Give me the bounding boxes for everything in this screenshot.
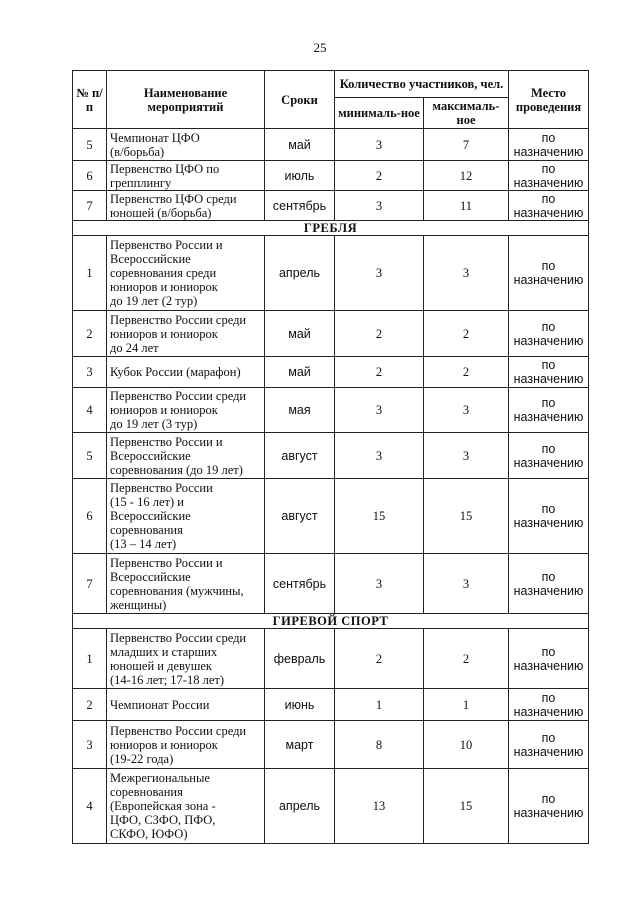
event-name: [107, 129, 265, 161]
header-count: Количество участников, чел.: [335, 71, 509, 98]
row-number: 2: [73, 311, 107, 357]
event-name-line: (Европейская зона -: [110, 799, 216, 813]
event-dates: август: [265, 433, 335, 479]
header-place: Место проведения: [509, 71, 589, 129]
event-name-line: Первенство России и: [110, 434, 223, 449]
event-place: по назначению: [509, 236, 589, 311]
table-row: [73, 629, 589, 689]
event-dates: май: [265, 129, 335, 161]
row-number: 7: [73, 554, 107, 614]
event-place: по назначению: [509, 721, 589, 769]
max-participants: 15: [424, 769, 509, 844]
event-dates: июнь: [265, 689, 335, 721]
event-name-line: юниоров и юниорок: [110, 326, 218, 341]
max-participants: 12: [424, 161, 509, 191]
event-name: [107, 388, 265, 433]
event-name-line: (в/борьба): [110, 144, 165, 159]
event-name-line: юниоров и юниорок: [110, 737, 218, 752]
row-number: 7: [73, 191, 107, 221]
event-name-line: Всероссийские: [110, 569, 191, 584]
max-participants: 3: [424, 236, 509, 311]
table-row: [73, 311, 589, 357]
row-number: 2: [73, 689, 107, 721]
event-name-line: Первенство России среди: [110, 312, 247, 327]
max-participants: 7: [424, 129, 509, 161]
event-name: [107, 161, 265, 191]
section-title: ГРЕБЛЯ: [73, 221, 589, 236]
event-name: [107, 721, 265, 769]
max-participants: 3: [424, 554, 509, 614]
max-participants: 10: [424, 721, 509, 769]
event-name-line: Первенство ЦФО по: [110, 161, 220, 176]
event-name: [107, 236, 265, 311]
row-number: 1: [73, 629, 107, 689]
event-name-line: юношей и девушек: [110, 658, 212, 673]
section-row: [73, 221, 589, 236]
event-place: по назначению: [509, 433, 589, 479]
event-dates: апрель: [265, 236, 335, 311]
event-name-line: Всероссийские: [110, 509, 191, 523]
event-name-line: Первенство России среди: [110, 389, 247, 403]
event-name-line: грепплингу: [110, 175, 172, 190]
min-participants: 3: [335, 236, 424, 311]
section-title: ГИРЕВОЙ СПОРТ: [73, 614, 589, 629]
table-row: [73, 161, 589, 191]
event-name: [107, 629, 265, 689]
event-name-line: соревнования (до 19 лет): [110, 462, 243, 477]
min-participants: 2: [335, 161, 424, 191]
event-place: по назначению: [509, 769, 589, 844]
event-name-line: Первенство России и: [110, 238, 223, 252]
event-name-line: (13 – 14 лет): [110, 537, 177, 551]
table-row: [73, 433, 589, 479]
event-place: по назначению: [509, 479, 589, 554]
max-participants: 3: [424, 388, 509, 433]
max-participants: 15: [424, 479, 509, 554]
event-place: по назначению: [509, 161, 589, 191]
event-dates: апрель: [265, 769, 335, 844]
row-number: 1: [73, 236, 107, 311]
max-participants: 1: [424, 689, 509, 721]
event-place: по назначению: [509, 311, 589, 357]
event-name-line: Первенство России: [110, 481, 213, 495]
event-place: по назначению: [509, 554, 589, 614]
event-dates: август: [265, 479, 335, 554]
min-participants: 3: [335, 554, 424, 614]
table-row: [73, 129, 589, 161]
event-place: по назначению: [509, 689, 589, 721]
row-number: 4: [73, 388, 107, 433]
max-participants: 3: [424, 433, 509, 479]
max-participants: 2: [424, 357, 509, 388]
row-number: 6: [73, 479, 107, 554]
event-name-line: юношей (в/борьба): [110, 205, 212, 220]
event-name-line: (14-16 лет; 17-18 лет): [110, 672, 224, 687]
header-min: минималь-ное: [335, 98, 424, 129]
event-name-line: соревнования: [110, 523, 183, 537]
table-body: [73, 129, 589, 844]
table-row: [73, 388, 589, 433]
event-dates: май: [265, 357, 335, 388]
event-name-line: Всероссийские: [110, 448, 191, 463]
event-name-line: до 19 лет (2 тур): [110, 294, 198, 308]
event-name: [107, 689, 265, 721]
event-place: по назначению: [509, 357, 589, 388]
event-name-line: до 19 лет (3 тур): [110, 417, 198, 431]
event-name-line: (19-22 года): [110, 751, 174, 766]
event-name: [107, 479, 265, 554]
event-dates: май: [265, 311, 335, 357]
event-name: [107, 554, 265, 614]
event-name-line: Первенство России среди: [110, 630, 247, 645]
event-name-line: Кубок России (марафон): [110, 365, 241, 379]
event-name-line: Межрегиональные: [110, 771, 210, 785]
event-dates: мая: [265, 388, 335, 433]
table-row: [73, 357, 589, 388]
event-name: [107, 311, 265, 357]
header-name: Наименование мероприятий: [107, 71, 265, 129]
table-row: [73, 191, 589, 221]
event-name-line: Первенство России среди: [110, 723, 247, 738]
row-number: 3: [73, 721, 107, 769]
table-row: [73, 689, 589, 721]
min-participants: 8: [335, 721, 424, 769]
max-participants: 11: [424, 191, 509, 221]
max-participants: 2: [424, 629, 509, 689]
table-row: [73, 479, 589, 554]
event-name-line: Первенство ЦФО среди: [110, 191, 237, 206]
event-name-line: женщины): [110, 597, 167, 612]
min-participants: 2: [335, 311, 424, 357]
header-max: максималь-ное: [424, 98, 509, 129]
event-name-line: Первенство России и: [110, 555, 223, 570]
event-name-line: до 24 лет: [110, 340, 159, 355]
min-participants: 15: [335, 479, 424, 554]
row-number: 3: [73, 357, 107, 388]
event-dates: март: [265, 721, 335, 769]
min-participants: 13: [335, 769, 424, 844]
event-name-line: Чемпионат России: [110, 697, 210, 712]
table-row: [73, 554, 589, 614]
event-name-line: Всероссийские: [110, 252, 191, 266]
table-row: [73, 236, 589, 311]
event-name: [107, 191, 265, 221]
min-participants: 3: [335, 191, 424, 221]
min-participants: 3: [335, 388, 424, 433]
min-participants: 3: [335, 129, 424, 161]
row-number: 5: [73, 129, 107, 161]
event-dates: июль: [265, 161, 335, 191]
row-number: 5: [73, 433, 107, 479]
event-place: по назначению: [509, 129, 589, 161]
event-name-line: младших и старших: [110, 644, 218, 659]
event-name: [107, 769, 265, 844]
max-participants: 2: [424, 311, 509, 357]
event-place: по назначению: [509, 388, 589, 433]
event-place: по назначению: [509, 191, 589, 221]
row-number: 4: [73, 769, 107, 844]
header-num: № п/п: [73, 71, 107, 129]
min-participants: 2: [335, 357, 424, 388]
event-name-line: (15 - 16 лет) и: [110, 495, 184, 509]
event-dates: февраль: [265, 629, 335, 689]
event-place: по назначению: [509, 629, 589, 689]
event-name-line: СКФО, ЮФО): [110, 827, 188, 841]
event-name: [107, 357, 265, 388]
event-name-line: ЦФО, СЗФО, ПФО,: [110, 813, 216, 827]
event-name-line: соревнования: [110, 785, 183, 799]
event-dates: сентябрь: [265, 554, 335, 614]
table-row: [73, 721, 589, 769]
event-name-line: соревнования среди: [110, 266, 217, 280]
min-participants: 1: [335, 689, 424, 721]
section-row: [73, 614, 589, 629]
event-name-line: Чемпионат ЦФО: [110, 130, 200, 145]
page-number: 25: [313, 40, 327, 55]
min-participants: 3: [335, 433, 424, 479]
row-number: 6: [73, 161, 107, 191]
event-dates: сентябрь: [265, 191, 335, 221]
event-name: [107, 433, 265, 479]
events-table: [72, 70, 589, 844]
header-dates: Сроки: [265, 71, 335, 129]
event-name-line: соревнования (мужчины,: [110, 583, 244, 598]
event-name-line: юниоров и юниорок: [110, 280, 218, 294]
min-participants: 2: [335, 629, 424, 689]
table-row: [73, 769, 589, 844]
event-name-line: юниоров и юниорок: [110, 403, 218, 417]
